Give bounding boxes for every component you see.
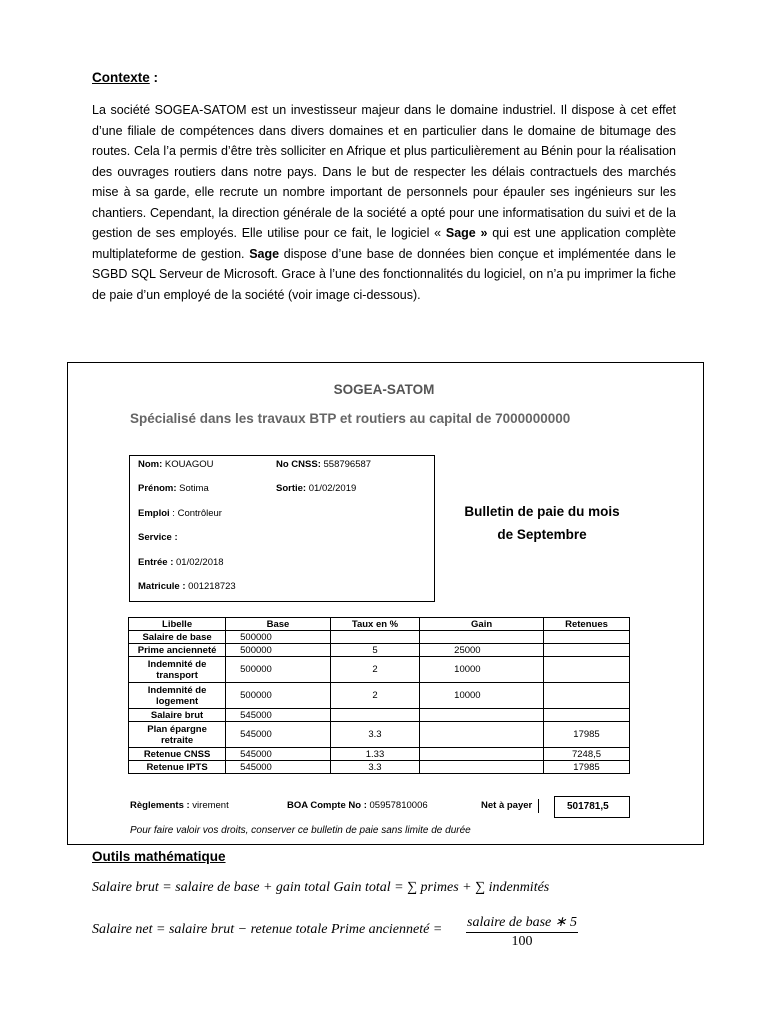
formula-line-1: Salaire brut = salaire de base + gain total Gain total = ∑ primes + ∑ indenmités [92, 880, 550, 895]
company-name: SOGEA-SATOM [333, 382, 435, 397]
company-tagline: Spécialisé dans les travaux BTP et routiers au capital de 7000000000 [130, 411, 571, 426]
net-value: 501781,5 [554, 796, 630, 818]
sortie-field: Sortie: 01/02/2019 [276, 483, 357, 494]
employee-info-box [129, 455, 435, 602]
tools-title: Outils mathématique [92, 849, 226, 864]
reglements-field: Règlements : virement [130, 800, 229, 811]
table-row: Retenue CNSS 545000 1.33 7248,5 [129, 748, 630, 761]
table-row: Salaire de base 500000 [129, 631, 630, 644]
header-taux: Taux en % [330, 618, 419, 631]
header-gain: Gain [420, 618, 544, 631]
pay-table-header [129, 618, 630, 631]
table-row: Salaire brut 545000 [129, 709, 630, 722]
header-libelle: Libelle [129, 618, 226, 631]
entree-field: Entrée : 01/02/2018 [138, 557, 224, 568]
service-field: Service : [138, 532, 178, 543]
bulletin-title: Bulletin de paie du mois de Septembre [464, 504, 620, 542]
payslip-notice: Pour faire valoir vos droits, conserver ce bulletin de paie sans limite de durée [130, 825, 471, 836]
context-paragraph: La société SOGEA-SATOM est un investisseur majeur dans le domaine industriel. Il dispose à cet effet d’une filiale de compétences dans divers domaines et en particulier dans le domaine de bitumage des routes. Cela l’a permis d’être très solliciter en Afrique et plus particulièrement au Bénin pour la réalisation des ouvrages routiers dans notre pays. Dans le but de respecter les délais contractuels des marchés mise à sa garde, elle recrute un nombre important de personnels pour épauler ses ingénieurs sur les chantiers. Cependant, la direction générale de la société a opté pour une informatisation du suivi et de la gestion de ses employés. Elle utilise pour ce fait, le logiciel « Sage » qui est une application complète multiplateforme de gestion. Sage dispose d’une base de données bien conçue et implémentée dans le SGBD SQL Serveur de Microsoft. Grace à l’une des fonctionnalités du logiciel, on n’a pu imprimer la fiche de paie d’un employé de la société (voir image ci-dessous). [92, 103, 676, 302]
text-cursor [538, 799, 539, 813]
prenom-field: Prénom: Sotima [138, 483, 209, 494]
net-label: Net à payer [481, 800, 533, 811]
table-row: Indemnité de logement 500000 2 10000 [129, 683, 630, 709]
boa-account-field: BOA Compte No : 05957810006 [287, 800, 428, 811]
formula-line-2: Salaire net = salaire brut − retenue totale Prime ancienneté = [92, 922, 443, 937]
table-row: Indemnité de transport 500000 2 10000 [129, 657, 630, 683]
table-row: Plan épargne retraite 545000 3.3 17985 [129, 722, 630, 748]
header-base: Base [226, 618, 331, 631]
prime-fraction [466, 914, 578, 950]
header-retenues: Retenues [544, 618, 630, 631]
pay-table [128, 617, 630, 774]
fraction-denominator: 100 [511, 934, 533, 949]
cnss-field: No CNSS: 558796587 [276, 459, 372, 470]
nom-field: Nom: KOUAGOU [138, 459, 214, 470]
emploi-field: Emploi : Contrôleur [138, 508, 222, 519]
matricule-field: Matricule : 001218723 [138, 581, 236, 592]
context-title: Contexte : [92, 70, 159, 85]
table-row: Prime ancienneté 500000 5 25000 [129, 644, 630, 657]
fraction-numerator: salaire de base ∗ 5 [466, 914, 578, 933]
table-row: Retenue IPTS 545000 3.3 17985 [129, 761, 630, 774]
